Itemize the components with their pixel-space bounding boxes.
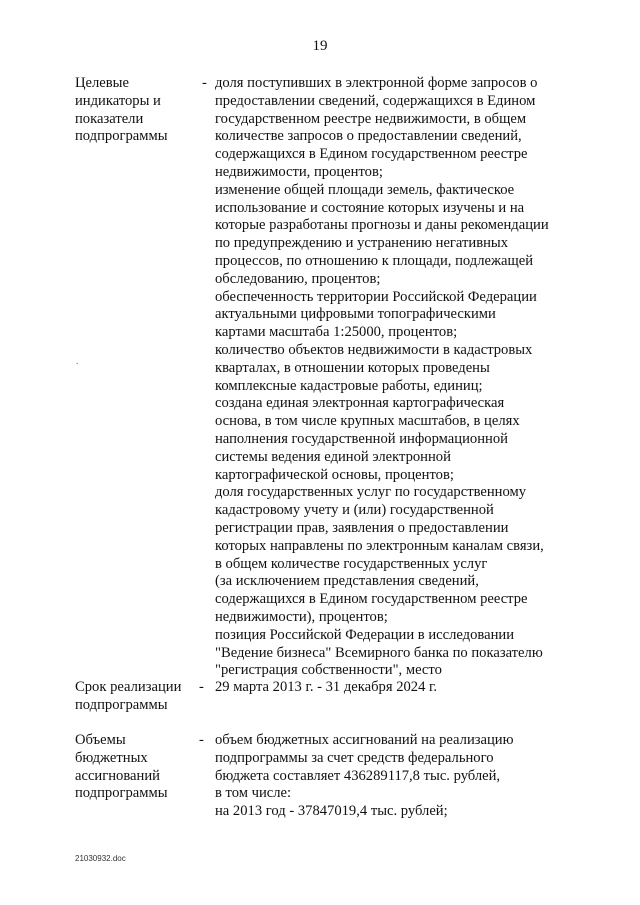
- content-line: системы ведения единой электронной: [215, 448, 451, 465]
- content-line: комплексные кадастровые работы, единиц;: [215, 377, 483, 394]
- content-line: "Ведение бизнеса" Всемирного банка по показателю: [215, 644, 543, 661]
- row-content: [215, 75, 575, 680]
- content-line: государственном реестре недвижимости, в общем: [215, 110, 527, 127]
- content-line: бюджета составляет 436289117,8 тыс. рублей,: [215, 767, 501, 784]
- content-line: картографической основы, процентов;: [215, 466, 454, 483]
- content-line: кадастровому учету и (или) государственной: [215, 502, 494, 519]
- content-line: количество объектов недвижимости в кадастровых: [215, 341, 533, 358]
- content-line: актуальными цифровыми топографическими: [215, 306, 496, 323]
- content-line: позиция Российской Федерации в исследовании: [215, 626, 515, 643]
- content-line: "регистрация собственности", место: [215, 662, 442, 679]
- content-line: которые разработаны прогнозы и даны рекомендации: [215, 217, 549, 234]
- label-line: подпрограммы: [75, 785, 168, 802]
- row-label: [75, 732, 193, 803]
- label-line: Срок реализации: [75, 679, 182, 695]
- page-number: 19: [312, 38, 328, 54]
- row-dash: -: [199, 679, 204, 695]
- content-line: недвижимости, процентов;: [215, 163, 383, 180]
- content-line: по предупреждению и устранению негативных: [215, 235, 508, 252]
- label-line: индикаторы и: [75, 92, 161, 109]
- content-line: создана единая электронная картографическая: [215, 395, 505, 412]
- content-line: наполнения государственной информационной: [215, 430, 508, 447]
- label-line: Целевые: [75, 75, 129, 91]
- content-line: регистрации прав, заявления о предоставлении: [215, 519, 509, 536]
- document-filename: 21030932.doc: [75, 854, 126, 863]
- label-line: подпрограммы: [75, 128, 168, 145]
- content-line: в том числе:: [215, 785, 292, 802]
- content-line: изменение общей площади земель, фактическое: [215, 181, 515, 198]
- content-line: основа, в том числе крупных масштабов, в целях: [215, 413, 520, 430]
- content-line: которых направлены по электронным каналам связи,: [215, 537, 544, 554]
- content-line: доля поступивших в электронной форме запросов о: [215, 75, 538, 91]
- content-line: в общем количестве государственных услуг: [215, 555, 488, 572]
- content-line: процессов, по отношению к площади, подлежащей: [215, 252, 534, 269]
- row-dash: -: [202, 75, 207, 91]
- content-line: доля государственных услуг по государственному: [215, 484, 527, 501]
- content-line: (за исключением представления сведений,: [215, 573, 479, 590]
- label-line: бюджетных: [75, 749, 148, 766]
- content-line: объем бюджетных ассигнований на реализацию: [215, 732, 514, 748]
- label-line: подпрограммы: [75, 696, 168, 713]
- content-line: недвижимости), процентов;: [215, 608, 388, 625]
- content-line: обследованию, процентов;: [215, 270, 381, 287]
- content-line: подпрограммы за счет средств федерального: [215, 749, 494, 766]
- content-line: содержащихся в Едином государственном реестре: [215, 591, 528, 608]
- content-line: на 2013 год - 37847019,4 тыс. рублей;: [215, 803, 448, 820]
- content-line: количестве запросов о предоставлении сведений,: [215, 128, 522, 145]
- row-content: [215, 679, 575, 697]
- content-line: картами масштаба 1:25000, процентов;: [215, 324, 458, 341]
- row-content: [215, 732, 575, 821]
- content-line: 29 марта 2013 г. - 31 декабря 2024 г.: [215, 679, 438, 695]
- content-line: обеспеченность территории Российской Федерации: [215, 288, 537, 305]
- content-line: использование и состояние которых изучены и на: [215, 199, 525, 216]
- label-line: Объемы: [75, 732, 126, 748]
- label-line: показатели: [75, 110, 144, 127]
- row-label: [75, 75, 193, 146]
- content-line: кварталах, в отношении которых проведены: [215, 359, 490, 376]
- content-line: предоставлении сведений, содержащихся в Едином: [215, 92, 536, 109]
- row-label: [75, 679, 205, 715]
- row-dash: -: [199, 732, 204, 748]
- label-line: ассигнований: [75, 767, 160, 784]
- content-line: содержащихся в Едином государственном реестре: [215, 146, 528, 163]
- stray-mark: .: [76, 356, 79, 366]
